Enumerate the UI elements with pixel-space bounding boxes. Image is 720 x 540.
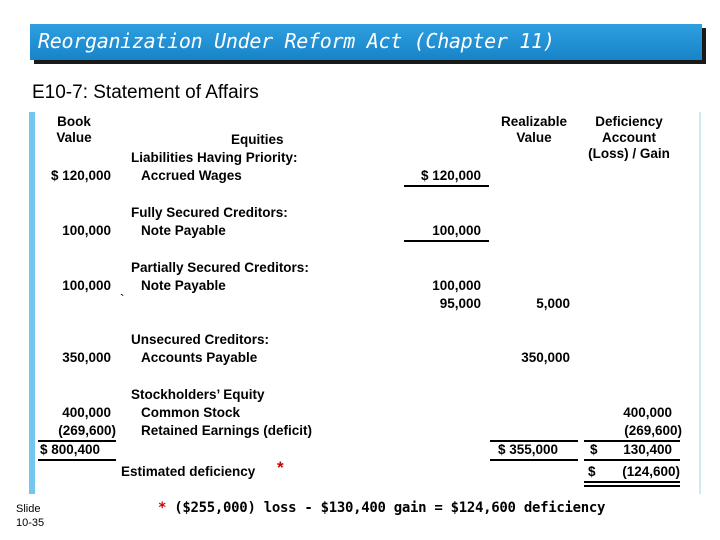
fully-secured-note-label: Note Payable: [141, 223, 226, 238]
fully-secured-amount: 100,000: [432, 223, 481, 238]
deficiency-computation-note: [158, 500, 605, 516]
accounts-payable-realizable: 350,000: [521, 350, 570, 365]
realizable-total-rule-bottom: [490, 459, 578, 461]
estimated-deficiency-value: (124,600): [622, 464, 680, 479]
estimated-deficiency-star: *: [277, 458, 284, 477]
common-stock-book: 400,000: [62, 405, 111, 420]
estimated-deficiency-dollar: $: [588, 464, 596, 479]
priority-underline: [404, 185, 489, 187]
fully-secured-heading: Fully Secured Creditors:: [131, 205, 288, 220]
priority-heading: Liabilities Having Priority:: [131, 150, 298, 165]
title-bar: [30, 24, 702, 60]
book-total: $ 800,400: [40, 442, 101, 457]
estimated-rule-1: [584, 481, 680, 483]
right-accent-rule: [699, 112, 701, 494]
retained-earnings-book: (269,600): [58, 423, 116, 438]
common-stock-deficiency: 400,000: [623, 405, 672, 420]
estimated-rule-2: [584, 485, 680, 487]
deficiency-header: Deficiency Account (Loss) / Gain: [588, 114, 670, 161]
equities-header: Equities: [231, 132, 284, 147]
note-star: *: [158, 500, 167, 516]
book-value-header: Book Value: [56, 114, 92, 145]
deficiency-total-rule-bottom: [584, 459, 680, 461]
fully-secured-underline: [404, 240, 489, 242]
estimated-deficiency-label: Estimated deficiency: [121, 464, 256, 479]
unsecured-heading: Unsecured Creditors:: [131, 332, 270, 347]
deficiency-total: 130,400: [623, 442, 672, 457]
realizable-value-header: Realizable Value: [500, 114, 568, 145]
partially-secured-note-label: Note Payable: [141, 278, 226, 293]
partially-secured-realizable: 5,000: [536, 296, 570, 311]
stray-mark: `: [120, 292, 125, 307]
accounts-payable-label: Accounts Payable: [141, 350, 258, 365]
retained-earnings-label: Retained Earnings (deficit): [141, 423, 313, 438]
collateral-amount: 95,000: [439, 296, 481, 311]
partially-secured-book: 100,000: [62, 278, 111, 293]
accounts-payable-book: 350,000: [62, 350, 111, 365]
accrued-wages-amount: $ 120,000: [420, 168, 481, 183]
common-stock-label: Common Stock: [141, 405, 241, 420]
fully-secured-book: 100,000: [62, 223, 111, 238]
accrued-wages-label: Accrued Wages: [141, 168, 242, 183]
equity-heading: Stockholders’ Equity: [131, 387, 265, 402]
partially-secured-amount: 100,000: [432, 278, 481, 293]
deficiency-total-dollar: $: [590, 442, 598, 457]
retained-earnings-deficiency: (269,600): [624, 423, 682, 438]
exercise-subtitle: E10-7: Statement of Affairs: [32, 82, 259, 103]
book-total-rule-bottom: [38, 459, 116, 461]
partially-secured-heading: Partially Secured Creditors:: [131, 260, 309, 275]
realizable-total: $ 355,000: [498, 442, 559, 457]
slide-number: Slide 10-35: [16, 503, 45, 529]
accrued-wages-book: $ 120,000: [50, 168, 111, 183]
slide-title: Reorganization Under Reform Act (Chapter 11): [38, 29, 555, 53]
note-text: ($255,000) loss - $130,400 gain = $124,600 deficiency: [174, 500, 606, 516]
